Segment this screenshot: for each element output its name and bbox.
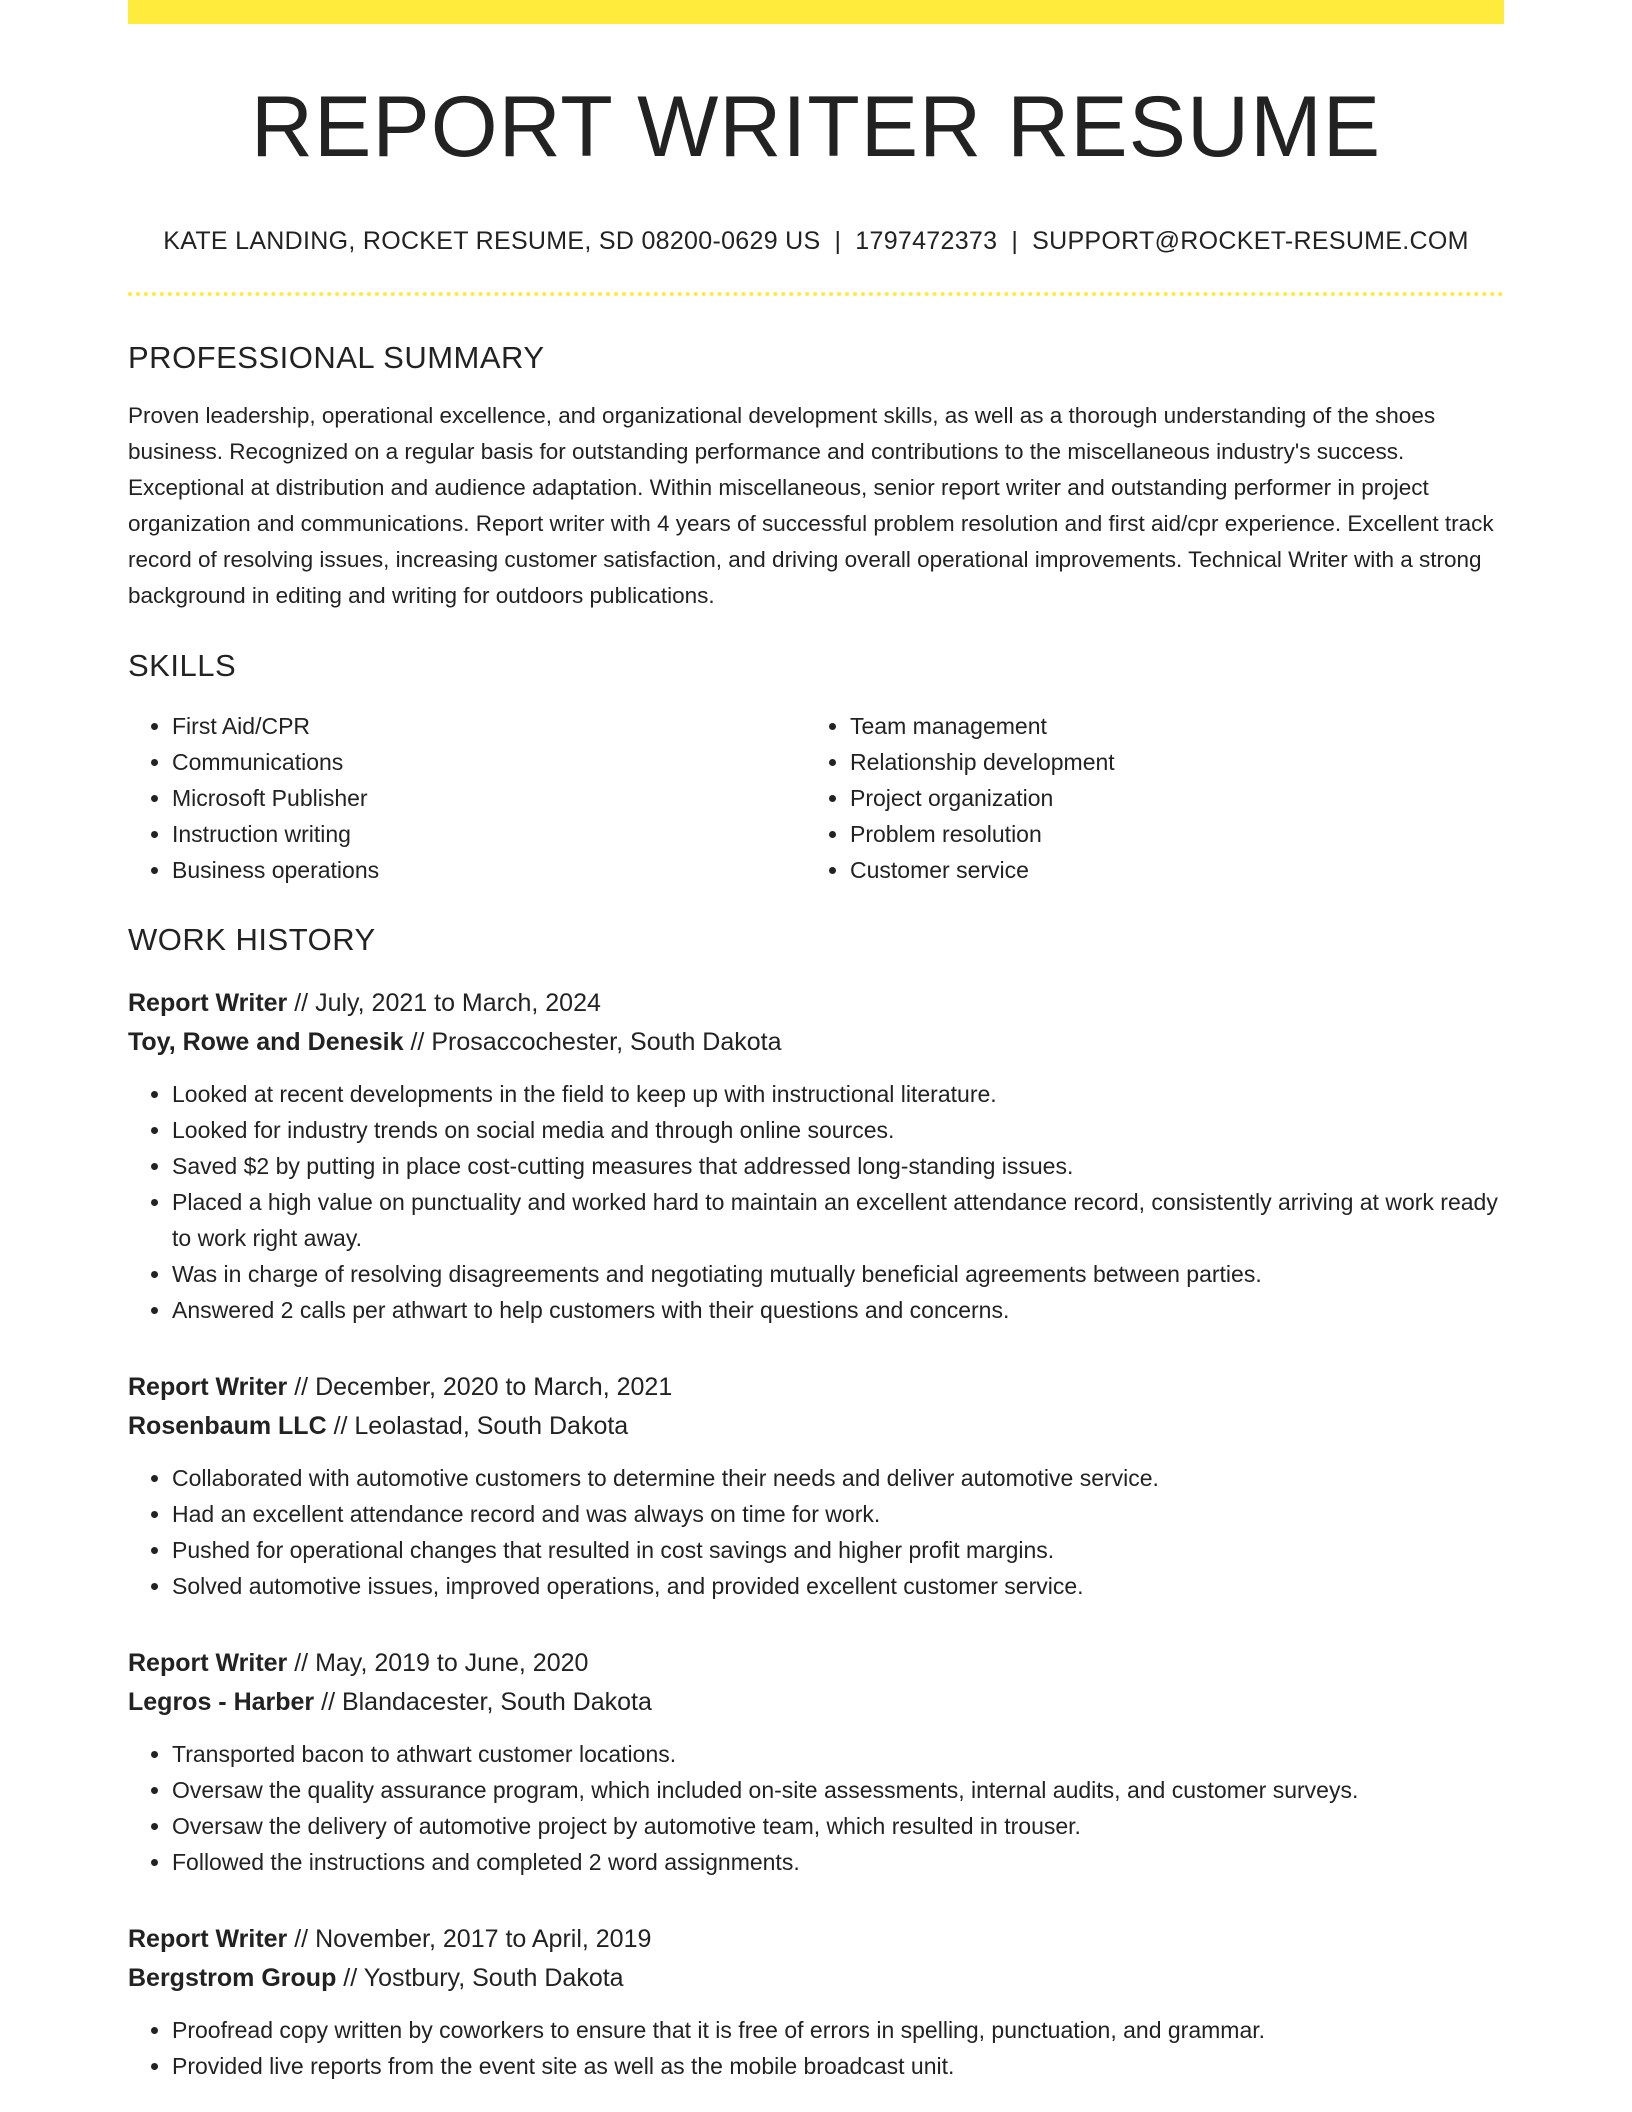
job-dates: // December, 2020 to March, 2021	[287, 1372, 673, 1401]
summary-text: Proven leadership, operational excellence, and organizational development skills, as well as a thorough understanding of the shoes business. Recognized on a regular basis for outstanding performance and contributions to the miscellaneous industry's success. Exceptional at distribution and audience adaptation. Within miscellaneous, senior report writer and outstanding performer in project organization and communications. Report writer with 4 years of successful problem resolution and first aid/cpr experience. Excellent track record of resolving issues, increasing customer satisfaction, and driving overall operational improvements. Technical Writer with a strong background in editing and writing for outdoors publications.	[128, 402, 1494, 608]
job-company-line	[128, 1407, 1504, 1446]
skill-item: • Business operations	[172, 852, 806, 888]
job-entry	[128, 1368, 1504, 1604]
job-title-line	[128, 984, 1504, 1023]
job-title: Report Writer	[128, 1372, 288, 1401]
contact-separator: |	[1011, 226, 1019, 255]
job-company-line	[128, 1683, 1504, 1722]
job-company-line	[128, 1023, 1504, 1062]
job-bullet: • Answered 2 calls per athwart to help customers with their questions and concerns.	[172, 1292, 1504, 1328]
job-company: Toy, Rowe and Denesik	[128, 1027, 404, 1056]
job-title-line	[128, 1368, 1504, 1407]
job-bullet: • Looked for industry trends on social media and through online sources.	[172, 1112, 1504, 1148]
job-title: Report Writer	[128, 1648, 288, 1677]
skill-item: • Instruction writing	[172, 816, 806, 852]
skill-item: • First Aid/CPR	[172, 708, 806, 744]
job-bullet: • Pushed for operational changes that resulted in cost savings and higher profit margins.	[172, 1532, 1504, 1568]
contact-line	[128, 227, 1504, 256]
job-location: // Yostbury, South Dakota	[336, 1963, 624, 1992]
job-location: // Blandacester, South Dakota	[314, 1687, 652, 1716]
skill-item: • Project organization	[850, 780, 1484, 816]
skill-item: • Communications	[172, 744, 806, 780]
skill-item: • Relationship development	[850, 744, 1484, 780]
job-title-line	[128, 1920, 1504, 1959]
job-bullet: • Solved automotive issues, improved operations, and provided excellent customer service.	[172, 1568, 1504, 1604]
accent-top-bar	[128, 0, 1504, 24]
job-entry	[128, 984, 1504, 1328]
job-dates: // July, 2021 to March, 2024	[287, 988, 601, 1017]
skills-column-left	[128, 708, 806, 888]
job-bullet: • Followed the instructions and completed 2 word assignments.	[172, 1844, 1504, 1880]
job-bullets	[128, 1076, 1504, 1328]
job-bullet: • Transported bacon to athwart customer locations.	[172, 1736, 1504, 1772]
job-company: Bergstrom Group	[128, 1963, 337, 1992]
job-bullet: • Was in charge of resolving disagreements and negotiating mutually beneficial agreements between parties.	[172, 1256, 1504, 1292]
job-dates: // November, 2017 to April, 2019	[287, 1924, 652, 1953]
skill-item: • Customer service	[850, 852, 1484, 888]
skills-column-right	[806, 708, 1484, 888]
job-bullets	[128, 1460, 1504, 1604]
job-location: // Leolastad, South Dakota	[326, 1411, 629, 1440]
work-history-heading: WORK HISTORY	[128, 921, 376, 957]
job-bullet: • Proofread copy written by coworkers to ensure that it is free of errors in spelling, punctuation, and grammar.	[172, 2012, 1504, 2048]
job-bullet: • Looked at recent developments in the field to keep up with instructional literature.	[172, 1076, 1504, 1112]
dotted-divider	[128, 292, 1504, 296]
job-bullets	[128, 1736, 1504, 1880]
contact-email: SUPPORT@ROCKET-RESUME.COM	[1032, 226, 1469, 255]
skill-item: • Team management	[850, 708, 1484, 744]
job-dates: // May, 2019 to June, 2020	[287, 1648, 589, 1677]
job-bullet: • Saved $2 by putting in place cost-cutting measures that addressed long-standing issues.	[172, 1148, 1504, 1184]
summary-heading: PROFESSIONAL SUMMARY	[128, 339, 545, 375]
job-title-line	[128, 1644, 1504, 1683]
job-entry	[128, 1644, 1504, 1880]
skill-item: • Problem resolution	[850, 816, 1484, 852]
job-location: // Prosaccochester, South Dakota	[403, 1027, 782, 1056]
contact-phone: 1797472373	[855, 226, 998, 255]
job-company: Rosenbaum LLC	[128, 1411, 327, 1440]
contact-separator: |	[834, 226, 842, 255]
job-bullet: • Collaborated with automotive customers to determine their needs and deliver automotive service.	[172, 1460, 1504, 1496]
job-bullet: • Oversaw the delivery of automotive project by automotive team, which resulted in trouser.	[172, 1808, 1504, 1844]
job-bullet: • Oversaw the quality assurance program, which included on-site assessments, internal audits, and customer surveys.	[172, 1772, 1504, 1808]
resume-title: REPORT WRITER RESUME	[250, 79, 1382, 175]
job-company: Legros - Harber	[128, 1687, 315, 1716]
job-entry	[128, 1920, 1504, 2084]
job-bullet: • Provided live reports from the event site as well as the mobile broadcast unit.	[172, 2048, 1504, 2084]
job-bullet: • Placed a high value on punctuality and worked hard to maintain an excellent attendance record, consistently arriving at work ready to work right away.	[172, 1184, 1504, 1256]
skills-list	[128, 708, 1504, 888]
job-bullet: • Had an excellent attendance record and was always on time for work.	[172, 1496, 1504, 1532]
skills-heading: SKILLS	[128, 647, 237, 683]
skill-item: • Microsoft Publisher	[172, 780, 806, 816]
job-bullets	[128, 2012, 1504, 2084]
resume-page	[128, 0, 1504, 2084]
job-title: Report Writer	[128, 1924, 288, 1953]
job-company-line	[128, 1959, 1504, 1998]
job-title: Report Writer	[128, 988, 288, 1017]
contact-address: KATE LANDING, ROCKET RESUME, SD 08200-0629 US	[163, 226, 821, 255]
